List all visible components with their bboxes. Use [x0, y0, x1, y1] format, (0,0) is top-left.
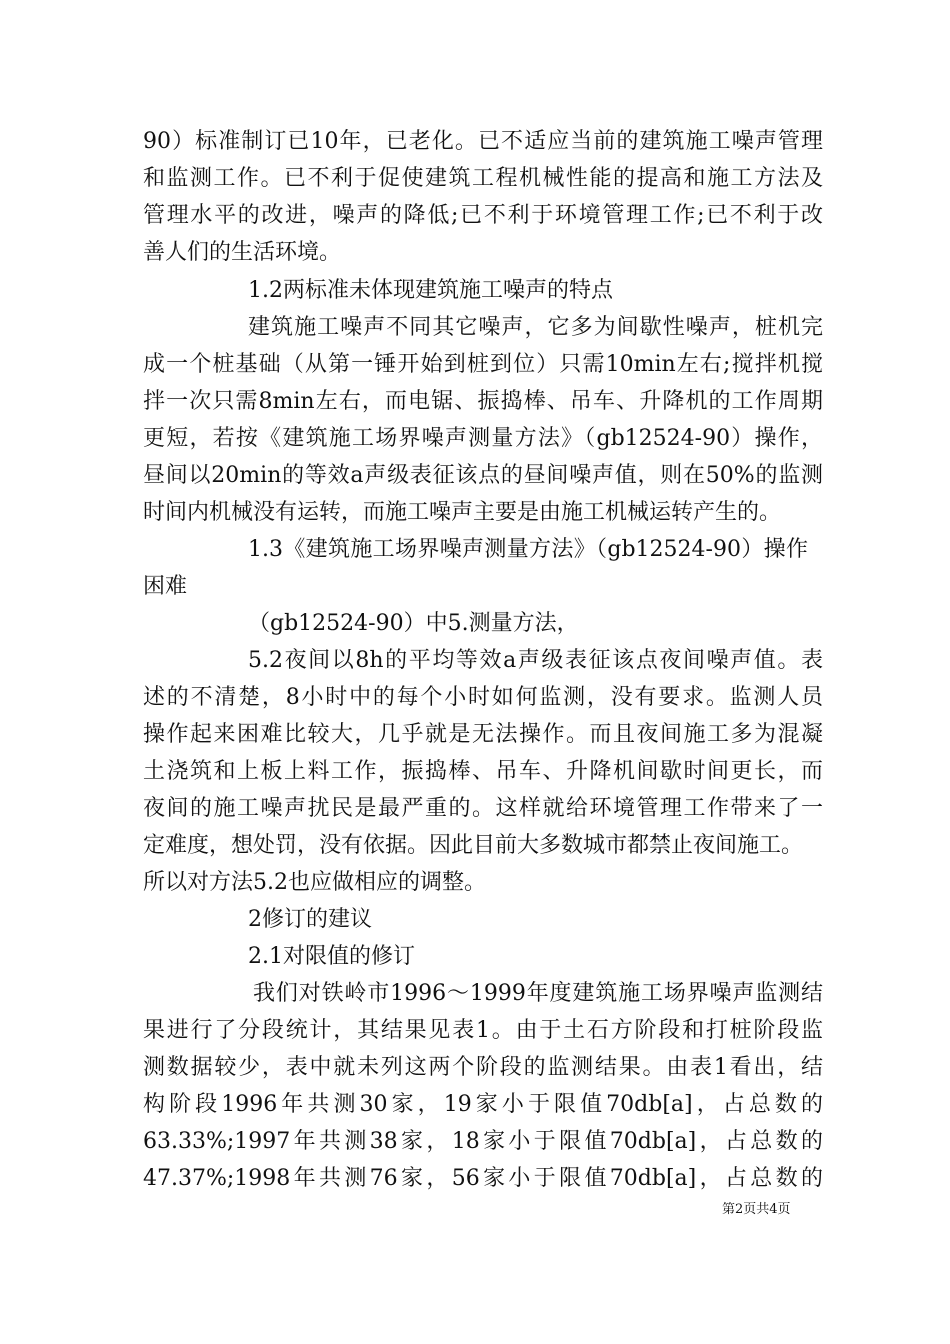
body-line: 果进行了分段统计，其结果见表1。由于土石方阶段和打桩阶段监: [143, 1018, 823, 1043]
body-line: 成一个桩基础（从第一锤开始到桩到位）只需10min左右;搅拌机搅: [143, 352, 823, 377]
body-line: 更短，若按《建筑施工场界噪声测量方法》（gb12524-90）操作，: [143, 426, 823, 451]
body-line: 定难度，想处罚，没有依据。因此目前大多数城市都禁止夜间施工。: [143, 833, 804, 858]
body-line: 善人们的生活环境。: [143, 240, 342, 265]
section-heading: 1.3《建筑施工场界噪声测量方法》（gb12524-90）操作: [248, 537, 808, 562]
page-number-footer: 第2页共4页: [722, 1202, 791, 1217]
paragraph-first-line: 我们对铁岭市1996～1999年度建筑施工场界噪声监测结: [253, 981, 823, 1006]
body-line: 操作起来困难比较大，几乎就是无法操作。而且夜间施工多为混凝: [143, 722, 823, 747]
paragraph-first-line: 5.2夜间以8h的平均等效a声级表征该点夜间噪声值。表: [248, 648, 823, 673]
body-line: 管理水平的改进，噪声的降低;已不利于环境管理工作;已不利于改: [143, 203, 823, 228]
subsection-heading: 2.1对限值的修订: [248, 944, 415, 969]
body-line: 昼间以20min的等效a声级表征该点的昼间噪声值，则在50%的监测: [143, 463, 823, 488]
section-heading-continued: 困难: [143, 574, 188, 599]
body-line: 时间内机械没有运转，而施工噪声主要是由施工机械运转产生的。: [143, 500, 782, 525]
section-heading: 2修订的建议: [248, 907, 372, 932]
body-line: 90）标准制订已10年，已老化。已不适应当前的建筑施工噪声管理: [143, 129, 823, 154]
body-line: 夜间的施工噪声扰民是最严重的。这样就给环境管理工作带来了一: [143, 796, 823, 821]
body-line: 构阶段1996年共测30家，19家小于限值70db[a]，占总数的: [143, 1092, 823, 1117]
body-line: （gb12524-90）中5.测量方法，: [248, 611, 579, 636]
body-line: 和监测工作。已不利于促使建筑工程机械性能的提高和施工方法及: [143, 166, 823, 191]
body-line: 测数据较少，表中就未列这两个阶段的监测结果。由表1看出，结: [143, 1055, 823, 1080]
body-line: 47.37%;1998年共测76家，56家小于限值70db[a]，占总数的: [143, 1166, 823, 1191]
body-line: 拌一次只需8min左右，而电锯、振捣棒、吊车、升降机的工作周期: [143, 389, 823, 414]
body-line: 63.33%;1997年共测38家，18家小于限值70db[a]，占总数的: [143, 1129, 823, 1154]
body-line: 土浇筑和上板上料工作，振捣棒、吊车、升降机间歇时间更长，而: [143, 759, 823, 784]
section-heading: 1.2两标准未体现建筑施工噪声的特点: [248, 278, 613, 303]
body-line: 所以对方法5.2也应做相应的调整。: [143, 870, 486, 895]
paragraph-first-line: 建筑施工噪声不同其它噪声，它多为间歇性噪声，桩机完: [248, 315, 823, 340]
body-line: 述的不清楚，8小时中的每个小时如何监测，没有要求。监测人员: [143, 685, 823, 710]
